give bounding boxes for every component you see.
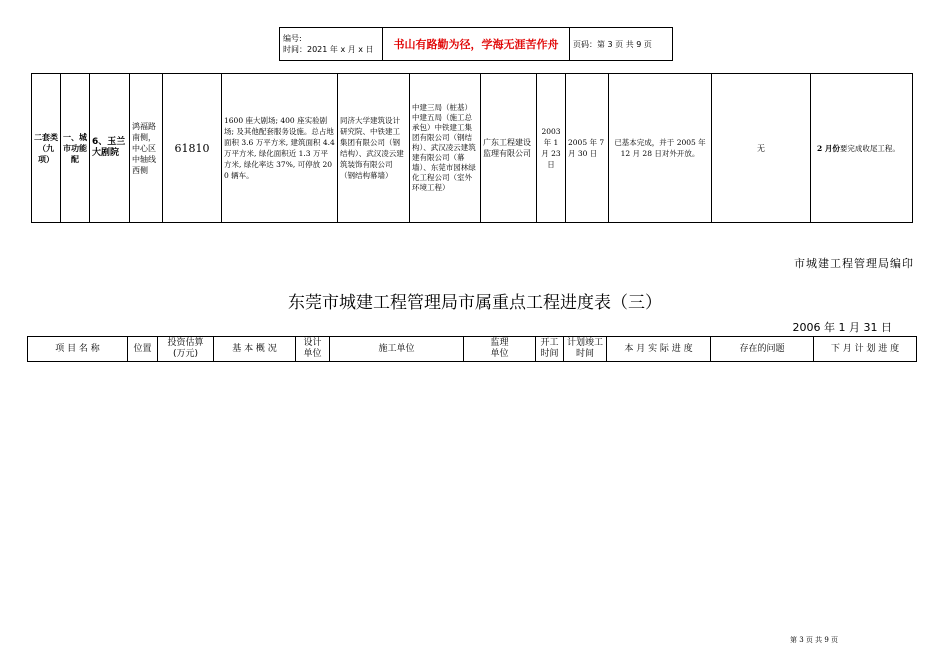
report-date: 2006 年 1 月 31 日 (792, 321, 892, 334)
motto: 书山有路勤为径，学海无涯苦作舟 (383, 28, 570, 61)
page-title: 东莞市城建工程管理局市属重点工程进度表（三） (288, 293, 662, 313)
col-start-line1: 开工 (540, 338, 559, 348)
col-supervision-line2: 单位 (490, 349, 509, 359)
subcategory-cell: 一、城市功能配 (61, 74, 90, 223)
col-investment-line2: (万元) (172, 349, 199, 359)
construction-unit: 中建三局（桩基）中建五局（施工总承包）中铁建工集团有限公司（钢结构）、武汉凌云建筑建有限公司（幕墙）、东莞市园林绿化工程公司（室外环境工程） (410, 74, 481, 223)
next-plan-text: 要完成收尾工程。 (839, 143, 900, 153)
col-construction-unit: 施工单位 (330, 337, 464, 362)
col-design-line1: 设计 (303, 338, 322, 348)
project-location: 鸿福路南侧，中心区中轴线西侧 (130, 74, 163, 223)
project-investment: 61810 (163, 74, 222, 223)
actual-progress: 已基本完成，并于 2005 年 12 月 28 日对外开放。 (609, 74, 712, 223)
start-time: 2003 年 1 月 23 日 (537, 74, 566, 223)
col-actual-progress: 本 月 实 际 进 度 (607, 337, 711, 362)
number-label: 编号: (283, 34, 302, 43)
page-label: 页码：第 3 页 共 9 页 (570, 28, 673, 61)
page-header-box (279, 27, 673, 61)
project-overview: 1600 座大剧场; 400 座实验剧场; 及其他配套服务设施。总占地面积 3.6 万平方米, 建筑面积 4.4 万平方米, 绿化面积近 1.3 万平方米, 绿化率达 37%, 可停放 200 辆车。 (222, 74, 338, 223)
planned-completion: 2005 年 7 月 30 日 (566, 74, 609, 223)
col-design-line2: 单位 (303, 349, 322, 359)
col-design-unit (296, 337, 330, 362)
col-start-line2: 时间 (540, 349, 559, 359)
col-planned-completion (564, 337, 607, 362)
col-planned-line2: 时间 (575, 349, 594, 359)
col-investment (158, 337, 214, 362)
col-overview: 基 本 概 况 (214, 337, 296, 362)
column-header-table (27, 336, 917, 362)
col-problems: 存在的问题 (711, 337, 814, 362)
next-month-plan (811, 74, 913, 223)
col-start-time (536, 337, 564, 362)
design-unit: 同济大学建筑设计研究院、中铁建工集团有限公司（钢结构）、武汉凌云建筑装饰有限公司（钢结构幕墙） (338, 74, 410, 223)
project-row-table (31, 73, 913, 223)
project-name: 6、玉兰大剧院 (90, 74, 130, 223)
col-location: 位置 (128, 337, 158, 362)
problems: 无 (712, 74, 811, 223)
col-investment-line1: 投资估算 (167, 338, 204, 348)
publisher-credit: 市城建工程管理局编印 (794, 257, 914, 270)
next-plan-month: 2 月份 (817, 143, 840, 153)
time-label: 时间：2021 年 x 月 x 日 (283, 45, 374, 54)
col-supervision-unit (464, 337, 536, 362)
header-meta-cell (280, 28, 383, 61)
col-next-plan: 下 月 计 划 进 度 (814, 337, 917, 362)
category-cell: 二套类（九项） (32, 74, 61, 223)
col-supervision-line1: 监理 (490, 338, 509, 348)
col-planned-line1: 计划竣工 (566, 338, 603, 348)
supervision-unit: 广东工程建设监理有限公司 (481, 74, 537, 223)
page-footer: 第 3 页 共 9 页 (790, 636, 839, 644)
col-project-name: 项 目 名 称 (28, 337, 128, 362)
